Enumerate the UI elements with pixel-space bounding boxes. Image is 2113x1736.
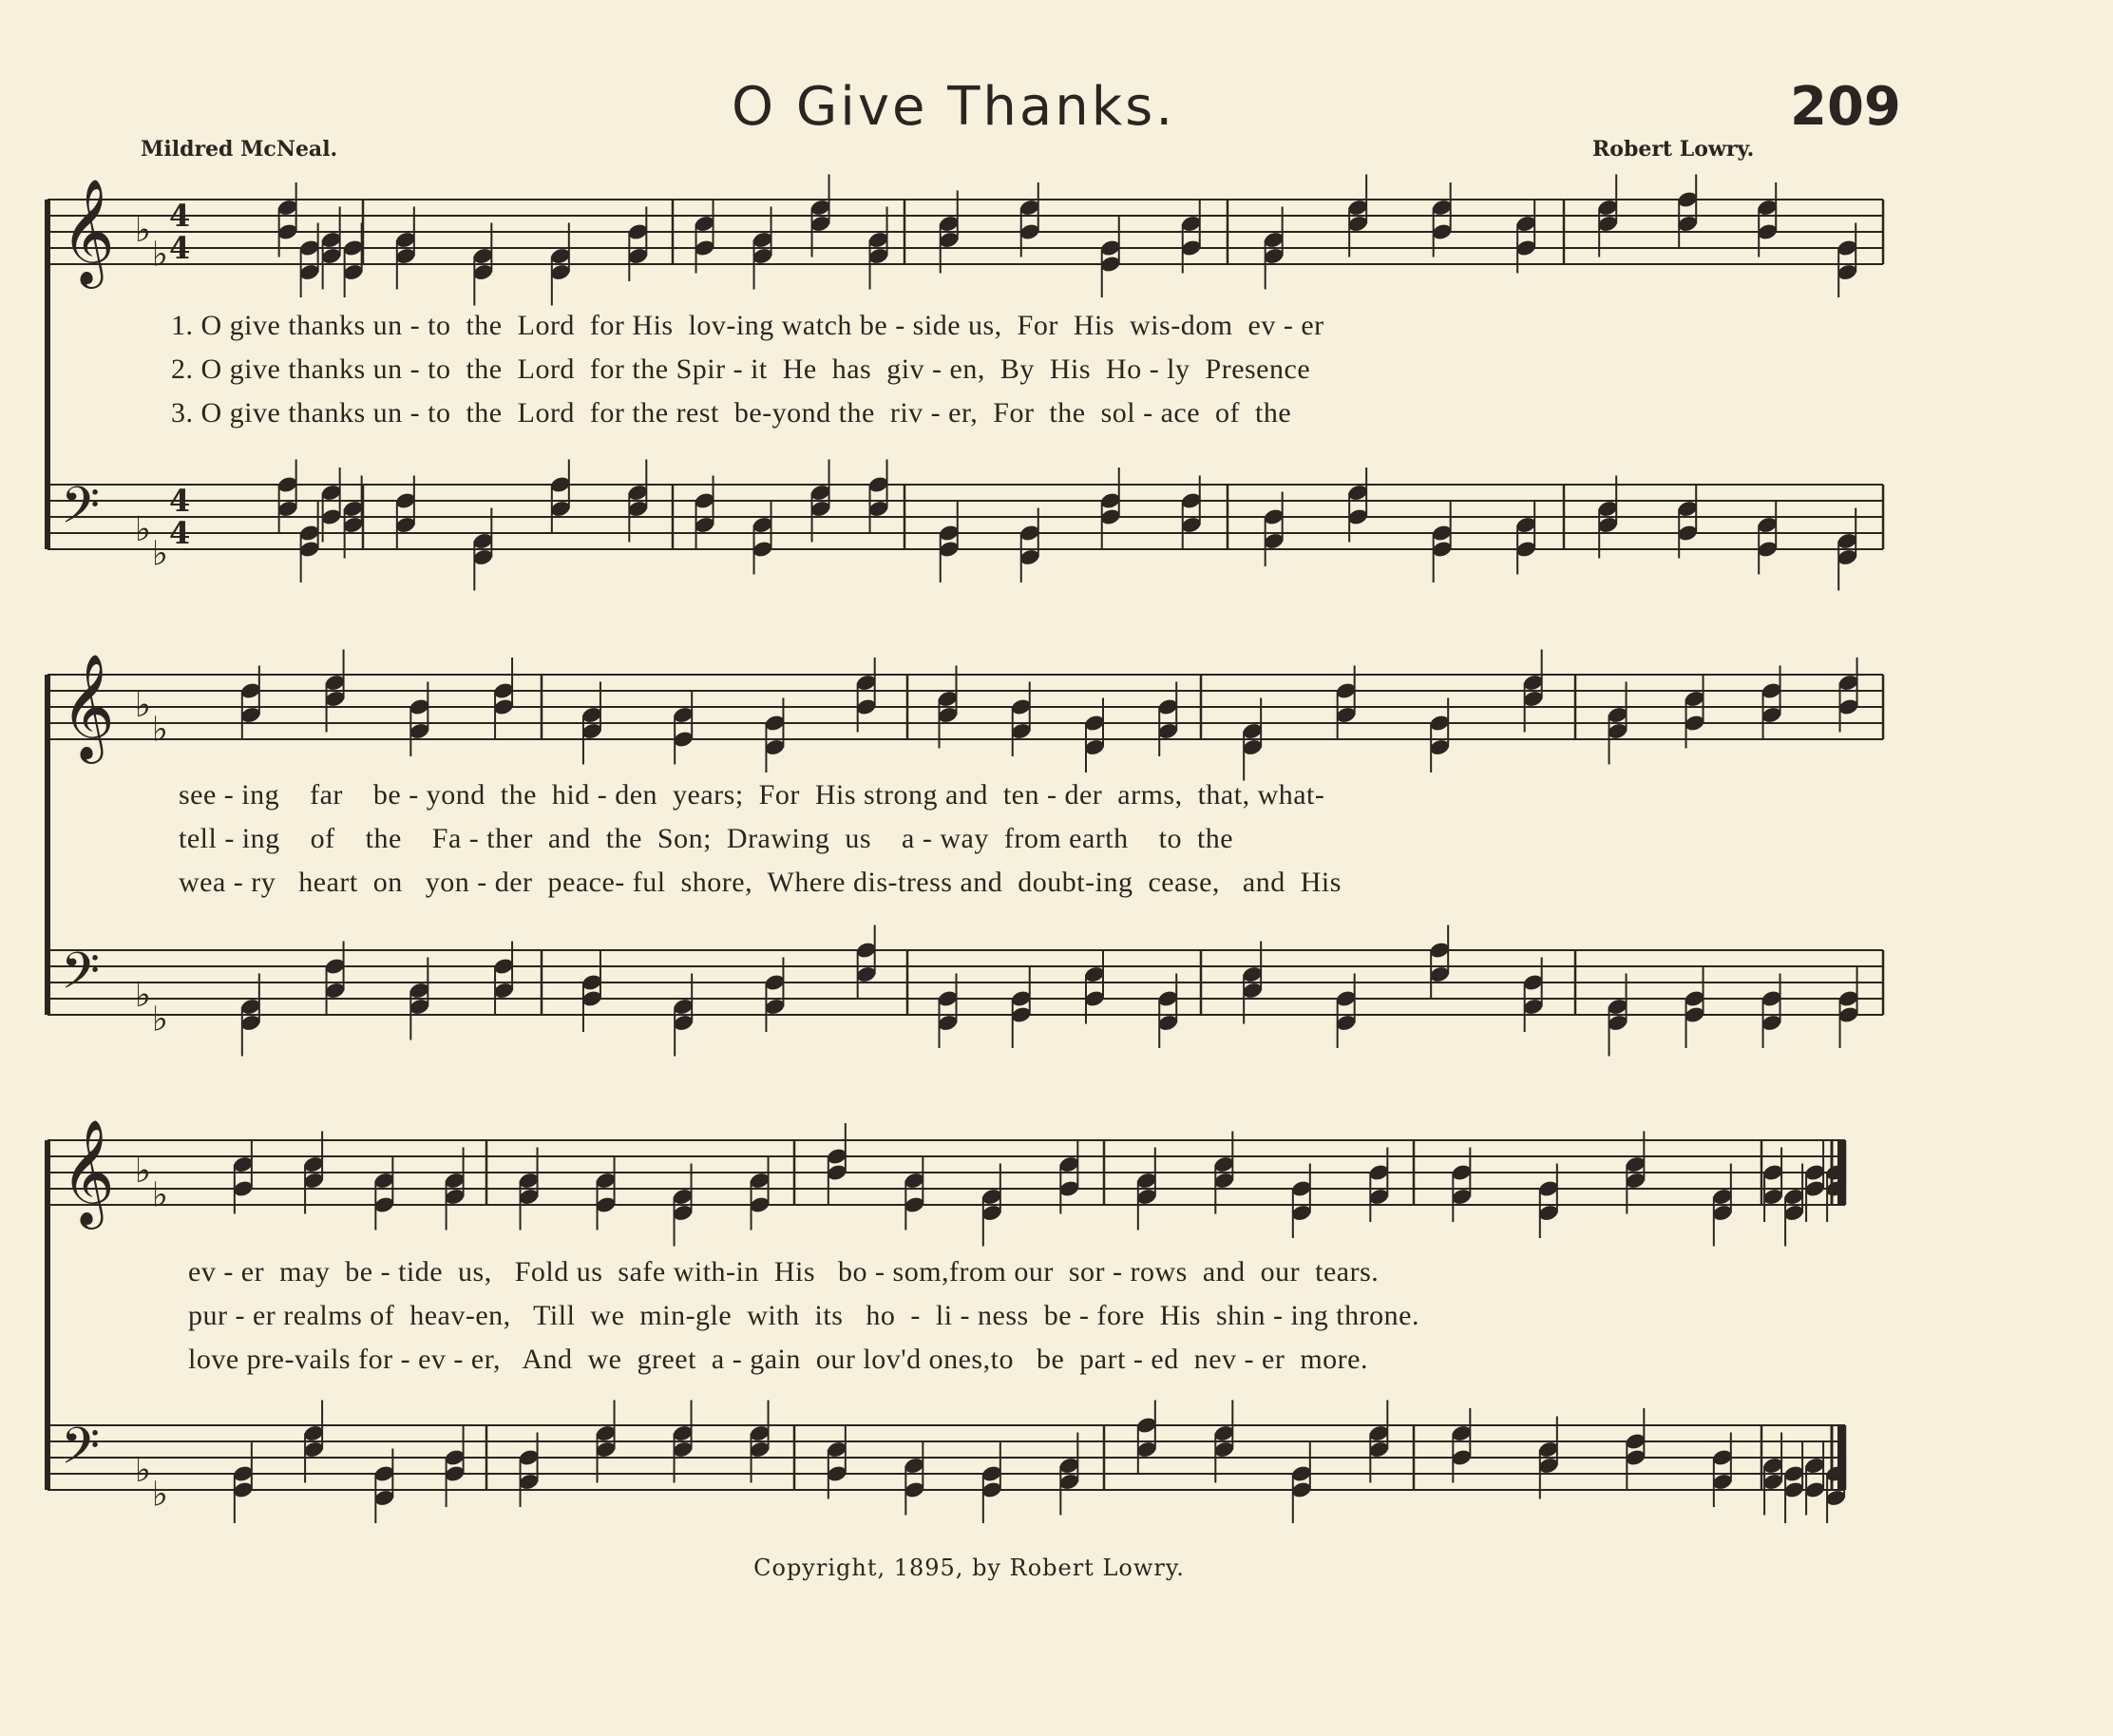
flat-icon: ♭ [135,686,151,725]
time-signature: 4 [169,230,191,266]
flat-icon: ♭ [135,976,151,1015]
lyric-line: tell - ing of the Fa - ther and the Son; Drawing us a - way from earth to the [179,823,1234,854]
time-signature: 4 [169,198,191,234]
hymn-title: O Give Thanks. [732,76,1176,138]
lyric-line: love pre-vails for - ev - er, And we greet a - gain our lov'd ones,to be part - ed nev - er more. [188,1344,1368,1375]
lyric-line: wea - ry heart on yon - der peace- ful shore, Where dis-tress and doubt-ing cease, and His [179,867,1342,898]
lyric-line: 1. O give thanks un - to the Lord for His lov-ing watch be - side us, For His wis-dom ev - er [171,310,1324,341]
flat-icon: ♭ [152,235,168,275]
flat-icon: ♭ [152,710,168,750]
final-barline [1837,1140,1845,1205]
flat-icon: ♭ [152,1475,168,1515]
treble-clef-icon: 𝄞 [61,653,115,759]
composer-credit: Robert Lowry. [1592,137,1755,162]
lyricist-credit: Mildred McNeal. [141,137,338,162]
lyric-line: pur - er realms of heav-en, Till we min-gle with its ho - li - ness be - fore His shin - ing throne. [188,1300,1419,1331]
flat-icon: ♭ [135,211,151,250]
treble-clef-icon: 𝄞 [61,1118,115,1225]
flat-icon: ♭ [135,1152,151,1191]
time-signature: 4 [169,483,191,519]
final-barline [1837,1425,1845,1490]
bass-clef-icon: 𝄢 [61,1418,101,1488]
flat-icon: ♭ [135,1451,151,1490]
lyric-line: 2. O give thanks un - to the Lord for the Spir - it He has giv - en, By His Ho - ly Presence [171,353,1311,385]
bass-clef-icon: 𝄢 [61,477,101,547]
lyric-line: ev - er may be - tide us, Fold us safe with-in His bo - som,from our sor - rows and our tears. [188,1256,1380,1288]
copyright-notice: Copyright, 1895, by Robert Lowry. [753,1555,1185,1581]
lyric-line: see - ing far be - yond the hid - den years; For His strong and ten - der arms, that, what- [179,779,1325,811]
flat-icon: ♭ [152,534,168,574]
flat-icon: ♭ [152,1000,168,1040]
bass-clef-icon: 𝄢 [61,943,101,1013]
treble-clef-icon: 𝄞 [61,178,115,284]
flat-icon: ♭ [152,1175,168,1215]
page-number: 209 [1790,76,1901,138]
time-signature: 4 [169,515,191,551]
lyric-line: 3. O give thanks un - to the Lord for the rest be-yond the riv - er, For the sol - ace of the [171,397,1292,429]
flat-icon: ♭ [135,510,151,549]
